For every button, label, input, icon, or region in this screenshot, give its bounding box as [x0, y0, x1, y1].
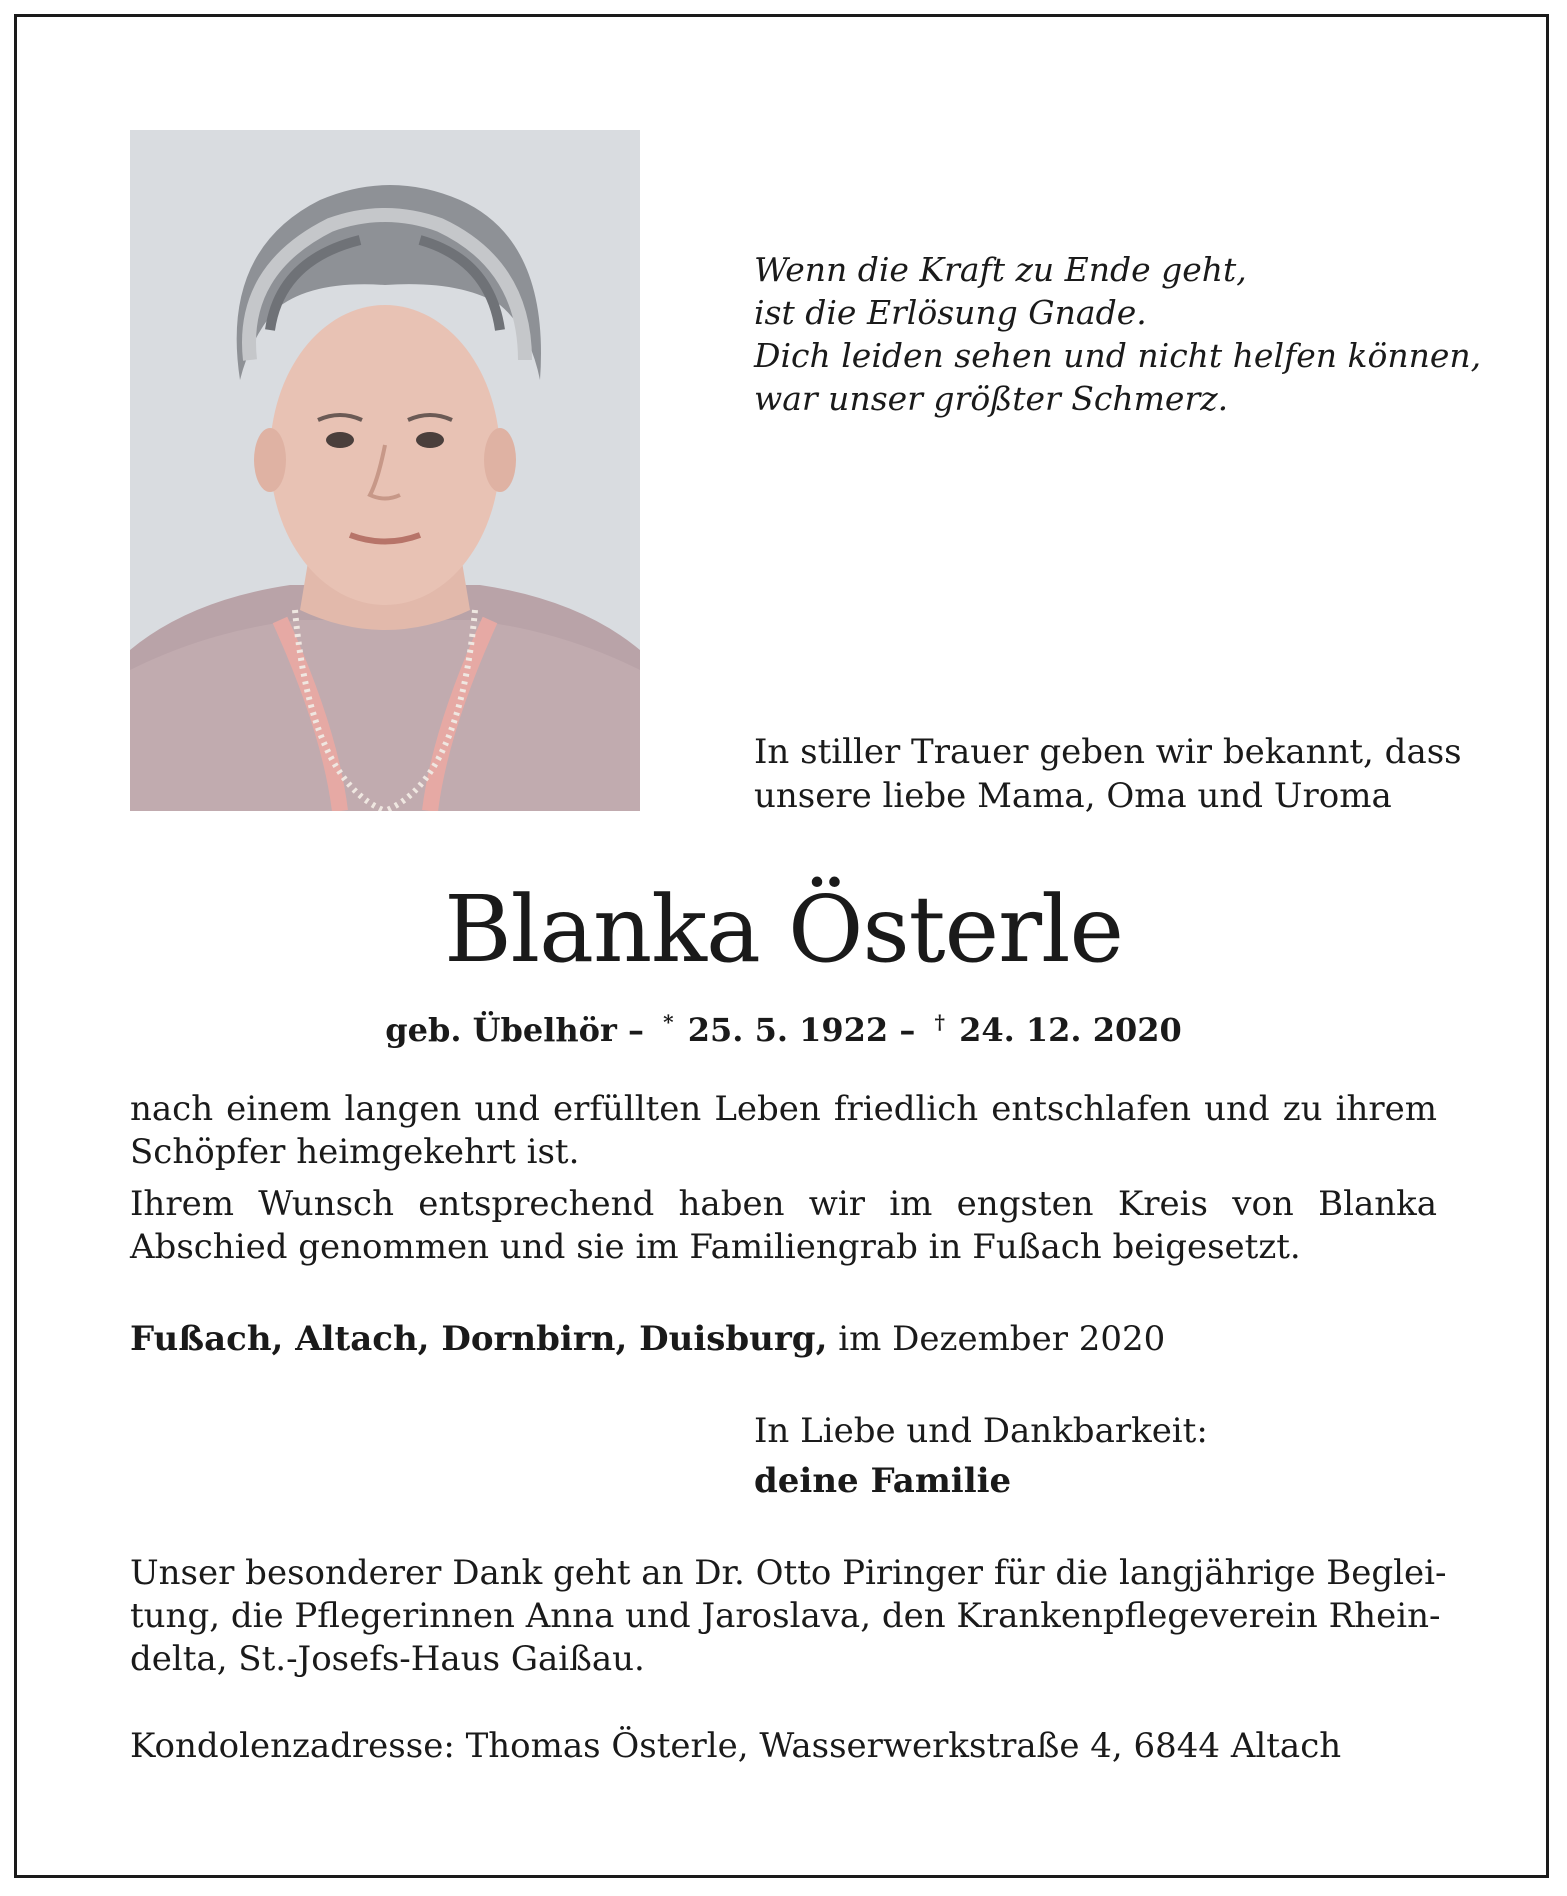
thanks-line: Unser besonderer Dank geht an Dr. Otto Piringer für die langjährige Beglei-: [130, 1553, 1447, 1593]
body-paragraph: Ihrem Wunsch entsprechend haben wir im engsten Kreis von Blanka Abschied genommen und sie im Familiengrab in Fußach beigesetzt.: [130, 1184, 1437, 1267]
birth-date: 25. 5. 1922: [687, 1011, 889, 1049]
thanks-line: delta, St.-Josefs-Haus Gaißau.: [130, 1639, 645, 1679]
date: im Dezember 2020: [838, 1319, 1166, 1359]
body-paragraph: nach einem langen und erfüllten Leben friedlich entschlafen und zu ihrem Schöpfer heimgekehrt ist.: [130, 1089, 1437, 1172]
portrait-illustration: [130, 130, 640, 811]
thanks-line: tung, die Pflegerinnen Anna und Jaroslava, den Krankenpflegeverein Rhein-: [130, 1596, 1441, 1636]
poem: [754, 248, 1482, 420]
death-symbol: †: [934, 1010, 945, 1034]
portrait-photo: [130, 130, 640, 811]
life-dates: [0, 1000, 1567, 1052]
closing-line: In Liebe und Dankbarkeit:: [754, 1411, 1208, 1451]
condolence-address: Kondolenzadresse: Thomas Österle, Wasserwerkstraße 4, 6844 Altach: [130, 1726, 1342, 1766]
separator: –: [899, 1011, 916, 1049]
place-and-date: [130, 1317, 1437, 1361]
poem-line: war unser größter Schmerz.: [754, 379, 1229, 418]
intro-line: unsere liebe Mama, Oma und Uroma: [754, 776, 1392, 816]
death-date: 24. 12. 2020: [959, 1011, 1182, 1049]
deceased-name: Blanka Österle: [444, 876, 1123, 983]
birth-symbol: *: [663, 1010, 674, 1034]
birth-name: geb. Übelhör: [385, 1011, 617, 1049]
poem-line: ist die Erlösung Gnade.: [754, 293, 1147, 332]
separator: –: [628, 1011, 645, 1049]
closing: [754, 1406, 1454, 1506]
announcement-intro: [754, 730, 1474, 818]
intro-line: In stiller Trauer geben wir bekannt, dass: [754, 732, 1462, 772]
poem-line: Dich leiden sehen und nicht helfen können,: [754, 336, 1482, 375]
towns: Fußach, Altach, Dornbirn, Duisburg,: [130, 1319, 828, 1359]
poem-line: Wenn die Kraft zu Ende geht,: [754, 250, 1247, 289]
thanks-paragraph: [130, 1552, 1447, 1681]
family-signature: deine Familie: [754, 1461, 1012, 1501]
